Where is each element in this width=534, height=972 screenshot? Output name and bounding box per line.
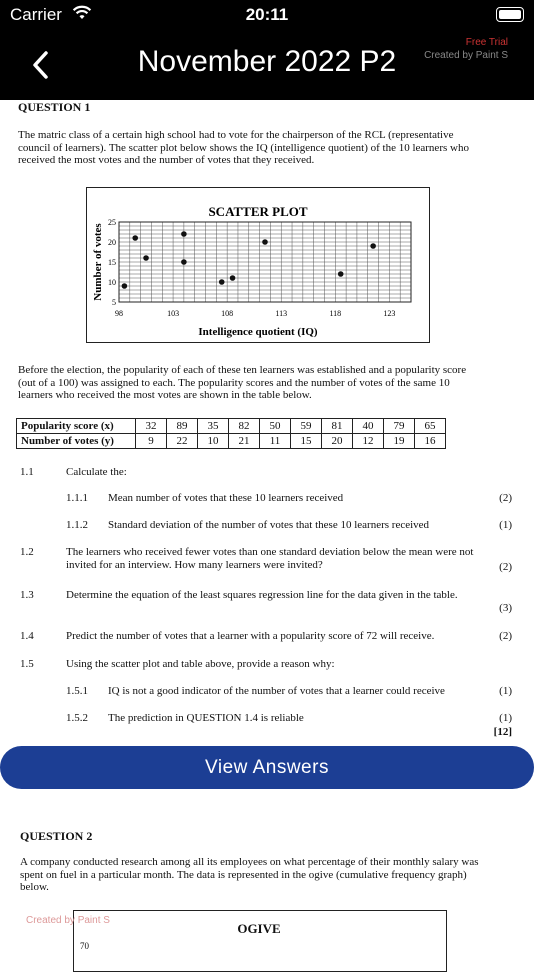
x-tick-label: 98 [115, 309, 123, 318]
item-text: Using the scatter plot and table above, provide a reason why: [66, 658, 335, 670]
data-point [181, 259, 187, 265]
scatter-svg [87, 188, 429, 342]
data-point [143, 255, 149, 261]
item-marks: (2) [499, 492, 512, 504]
item-text: Mean number of votes that these 10 learners received [108, 492, 344, 504]
item-number: 1.2 [20, 546, 34, 558]
ogive-chart [73, 910, 447, 972]
battery-icon [496, 7, 524, 22]
scatter-chart [86, 187, 430, 343]
clock: 20:11 [245, 5, 289, 24]
data-point [132, 235, 138, 241]
table-header-cell: Number of votes (y) [17, 434, 136, 449]
table-cell: 50 [260, 419, 291, 434]
table-cell: 89 [167, 419, 198, 434]
question-heading: QUESTION 1 [18, 100, 91, 114]
item-text: Calculate the: [66, 466, 127, 478]
table-cell: 79 [384, 419, 415, 434]
x-tick-label: 113 [275, 309, 288, 318]
item-number: 1.1.1 [66, 492, 88, 504]
table-cell: 40 [353, 419, 384, 434]
item-text: Determine the equation of the least squares regression line for the data given in the table. [66, 589, 458, 601]
x-axis-label: Intelligence quotient (IQ) [198, 326, 318, 338]
y-tick-label: 15 [108, 258, 116, 267]
y-tick-label: 20 [108, 238, 116, 247]
table-cell: 32 [136, 419, 167, 434]
popularity-text: Before the election, the popularity of each of these ten learners was established and a popularity score (out of a 100) was assigned to each. The popularity scores and the number of votes of the same 10 learners who received the most votes are shown in the table below. [18, 364, 467, 401]
popularity-table [16, 418, 446, 449]
item-number: 1.5.2 [66, 712, 88, 724]
y-tick-label: 10 [108, 278, 116, 287]
data-point [181, 231, 187, 237]
table-cell: 11 [260, 434, 291, 449]
question-intro: A company conducted research among all its employees on what percentage of their monthly salary was spent on fuel in a particular month. The data is represented in the ogive (cumulative frequency graph) below. [20, 856, 479, 893]
table-cell: 10 [198, 434, 229, 449]
chart-title: SCATTER PLOT [208, 204, 308, 219]
carrier-label: Carrier [10, 5, 62, 24]
table-cell: 9 [136, 434, 167, 449]
item-text: Predict the number of votes that a learner with a popularity score of 72 will receive. [66, 630, 435, 642]
question-total: [12] [493, 726, 512, 738]
table-row [17, 434, 446, 449]
table-cell: 82 [229, 419, 260, 434]
item-marks: (1) [499, 712, 512, 724]
status-bar [0, 0, 534, 30]
ogive-title: OGIVE [237, 921, 281, 936]
item-text: The prediction in QUESTION 1.4 is reliable [108, 712, 304, 724]
item-number: 1.5.1 [66, 685, 88, 697]
table-cell: 12 [353, 434, 384, 449]
x-tick-label: 103 [167, 309, 180, 318]
y-axis-label: Number of votes [92, 223, 104, 301]
table-cell: 21 [229, 434, 260, 449]
table-header-cell: Popularity score (x) [17, 419, 136, 434]
table-cell: 35 [198, 419, 229, 434]
item-number: 1.1 [20, 466, 34, 478]
watermark: Free Trial Created by Paint S [424, 37, 508, 61]
item-number: 1.3 [20, 589, 34, 601]
item-number: 1.1.2 [66, 519, 88, 531]
navigation-bar [0, 30, 534, 100]
question-heading: QUESTION 2 [20, 829, 93, 843]
data-point [219, 279, 225, 285]
table-cell: 65 [415, 419, 446, 434]
x-tick-label: 108 [221, 309, 234, 318]
item-marks: (2) [499, 561, 512, 573]
table-cell: 81 [322, 419, 353, 434]
y-tick-label: 25 [108, 218, 116, 227]
data-point [262, 239, 268, 245]
item-text: IQ is not a good indicator of the number of votes that a learner could receive [108, 685, 445, 697]
data-point [370, 243, 376, 249]
item-marks: (2) [499, 630, 512, 642]
item-marks: (1) [499, 519, 512, 531]
table-row [17, 419, 446, 434]
table-cell: 15 [291, 434, 322, 449]
question-intro: The matric class of a certain high school had to vote for the chairperson of the RCL (representative council of learners). The scatter plot below shows the IQ (intelligence quotient) of the 10 learners who received the most votes and the number of votes that they received. [18, 129, 469, 166]
view-answers-button[interactable]: View Answers [0, 746, 534, 789]
item-text: The learners who received fewer votes than one standard deviation below the mean were not invited for an interview. How many learners were invited? [66, 546, 474, 571]
item-number: 1.4 [20, 630, 34, 642]
item-marks: (3) [499, 602, 512, 614]
table-cell: 59 [291, 419, 322, 434]
table-cell: 16 [415, 434, 446, 449]
x-tick-label: 118 [329, 309, 342, 318]
item-text: Standard deviation of the number of votes that these 10 learners received [108, 519, 430, 531]
table-cell: 20 [322, 434, 353, 449]
item-number: 1.5 [20, 658, 34, 670]
page-title: November 2022 P2 [137, 45, 397, 78]
ogive-y-tick: 70 [80, 941, 89, 951]
table-cell: 22 [167, 434, 198, 449]
watermark: Created by Paint S [26, 915, 110, 926]
x-tick-label: 123 [383, 309, 396, 318]
data-point [338, 271, 344, 277]
data-point [230, 275, 236, 281]
table-cell: 19 [384, 434, 415, 449]
y-tick-label: 5 [112, 298, 116, 307]
item-marks: (1) [499, 685, 512, 697]
data-point [122, 283, 128, 289]
